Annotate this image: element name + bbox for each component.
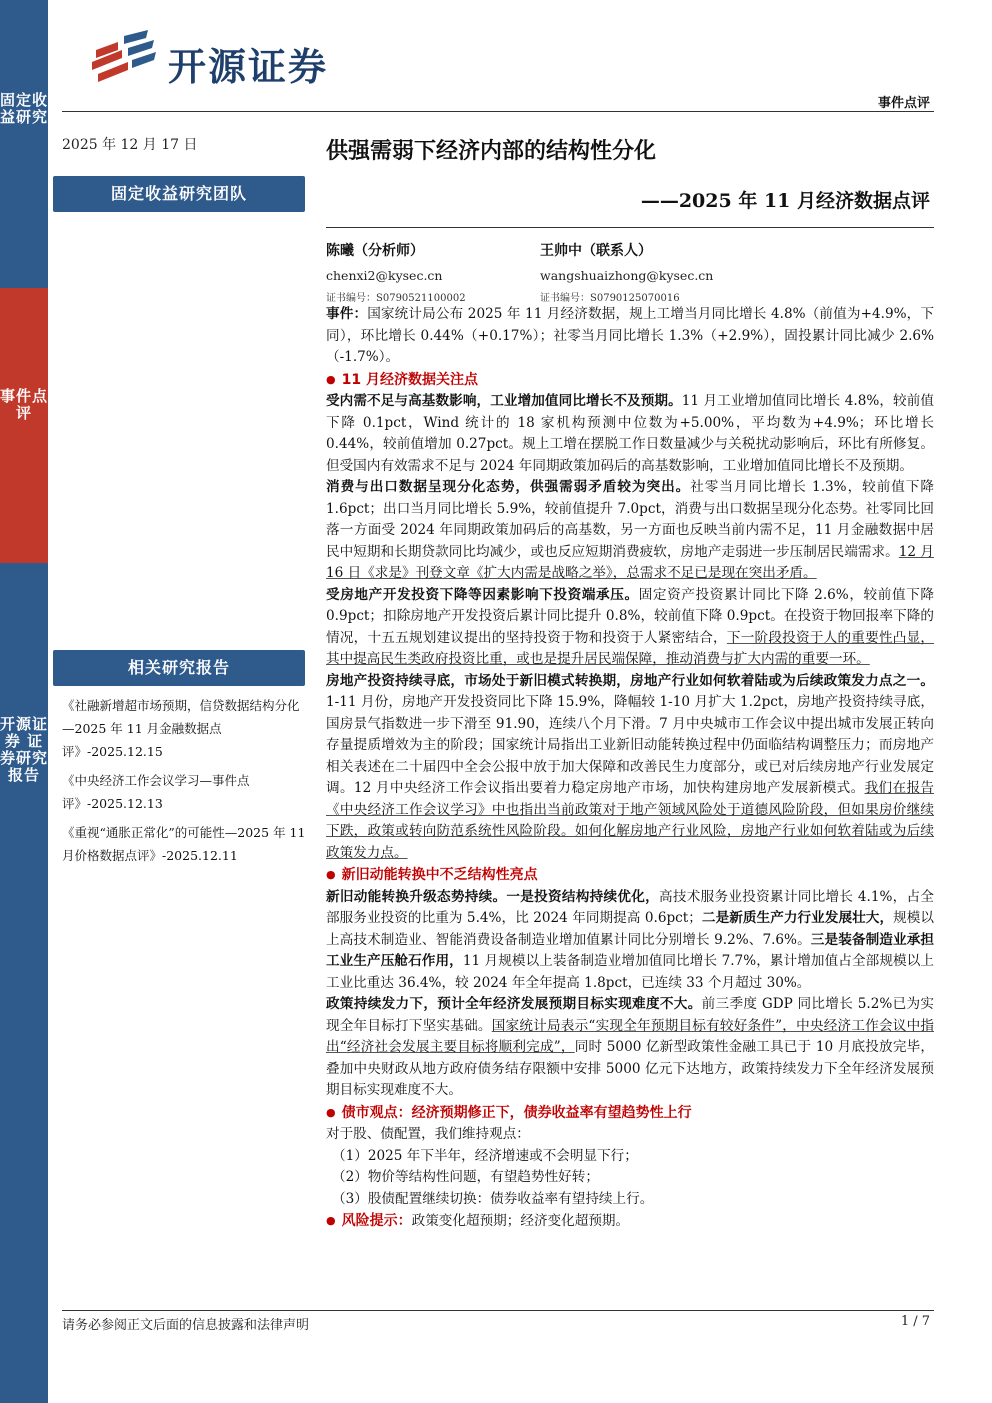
sec1-p2-underlined: 12 月 16 日《求是》刊登文章《扩大内需是战略之举》，总需求不足已是现在突出矛盾。 [326,543,935,581]
bullet-icon: ● [326,1214,336,1227]
author-2-email[interactable]: wangshuaizhong@kysec.cn [540,268,714,283]
footer-rule [62,1310,934,1311]
event-paragraph [326,304,934,369]
strip-mid-label: 事件点评 [0,387,49,422]
team-label: 固定收益研究团队 [53,176,305,212]
related-report-1[interactable]: 《社融新增超市场预期，信贷数据结构分化—2025 年 11 月金融数据点评》-2025.12.15 [62,698,300,759]
sec1-heading-text: 11 月经济数据关注点 [341,371,478,388]
sec2-p1-text2: 规模以上高技术制造业、智能消费设备制造业增加值累计同比分别增长 9.2%、7.6%。 [326,910,935,948]
brand-logo [88,30,158,90]
event-label: 事件： [326,306,368,322]
sec2-p1 [326,887,934,995]
sec2-p1-lead: 新旧动能转换升级态势持续。一是投资结构持续优化， [326,888,659,905]
author-1-cert: 证书编号：S0790521100002 [326,293,466,304]
doc-type: 事件点评 [877,96,930,111]
sec3-point-2: （2）物价等结构性问题，有望趋势性好转； [332,1169,599,1185]
page-number: 1 / 7 [900,1314,930,1329]
sec2-p2-lead: 政策持续发力下，预计全年经济发展预期目标实现难度不大。 [326,996,702,1012]
sec1-p4-lead: 房地产投资持续寻底，市场处于新旧模式转换期，房地产行业如何软着陆或为后续政策发力点之一。 [326,672,934,689]
strip-highlight [0,288,48,563]
sec2-p1-lead3: 三是装备制造业承担工业生产压舱石作用， [326,931,935,969]
sec1-p3 [326,585,934,671]
sec3-heading-text: 债市观点：经济预期修正下，债券收益率有望趋势性上行 [341,1104,692,1121]
brand-name: 开源证券 [168,45,329,89]
sec3-heading [326,1102,934,1125]
header-rule [62,111,934,112]
related-report-3[interactable]: 《重视“通胀正常化”的可能性—2025 年 11 月价格数据点评》-2025.12.11 [62,825,306,863]
sec1-p3-underlined: 下一阶段投资于人的重要性凸显，其中提高民生类政府投资比重，或也是提升居民端保障，推动消费与扩大内需的重要一环。 [326,629,935,667]
sec2-p1-text: 高技术服务业投资累计同比增长 4.1%，占全部服务业投资的比重为 5.4%，比 2024 年同期提高 0.6pct； [326,888,935,926]
sec2-p2 [326,994,934,1102]
report-subtitle: ——2025 年 11 月经济数据点评 [640,190,930,212]
sec2-heading [326,864,934,887]
main-body [326,304,934,1233]
related-list [62,694,308,867]
bullet-icon: ● [326,372,336,386]
risk-label: 风险提示： [341,1213,412,1229]
sec3-point-1: （1）2025 年下半年，经济增速或不会明显下行； [332,1147,638,1164]
sec1-p3-text: 固定资产投资累计同比下降 2.6%，较前值下降 0.9pct；扣除房地产开发投资后累计同比提升 0.8%，较前值下降 0.9pct。在投资于物回报率下降的情况，十五五规划建议提出的坚持投资于物和投资于人紧密结合， [326,586,934,646]
bullet-icon: ● [326,1105,336,1119]
risk-text: 政策变化超预期；经济变化超预期。 [411,1213,630,1229]
strip-bottom-label: 开源证券 证券研究报告 [0,715,49,784]
bullet-icon: ● [326,868,336,881]
sec2-p1-text3: 11 月规模以上装备制造业增加值同比增长 7.7%，累计增加值占全部规模以上工业比重达 36.4%，较 2024 年全年提高 1.8pct，已连续 33 个月超过 30%。 [326,953,934,991]
sec1-heading [326,369,934,392]
sec1-p1-lead: 受内需不足与高基数影响，工业增加值同比增长不及预期。 [326,393,682,409]
sec2-p2-underlined: 国家统计局表示“实现全年预期目标有较好条件”，中央经济工作会议中指出“经济社会发展主要目标将顺利完成”， [326,1017,934,1055]
author-2-cert: 证书编号：S0790125070016 [540,293,680,304]
author-1-name: 陈曦（分析师） [326,243,424,259]
report-date: 2025 年 12 月 17 日 [62,137,198,153]
sec2-p2-text: 前三季度 GDP 同比增长 5.2%已为实现全年目标打下坚实基础。 [326,996,935,1034]
event-text: 国家统计局公布 2025 年 11 月经济数据，规上工增当月同比增长 4.8%（前值为+4.9%，下同），环比增长 0.44%（+0.17%）；社零当月同比增长 1.3%（+2.9%），固投累计同比减少 2.6%（-1.7%）。 [326,306,934,365]
brand-logo-mark [88,30,158,86]
related-heading: 相关研究报告 [53,650,305,686]
author-2-name: 王帅中（联系人） [540,243,652,259]
sec1-p4-underlined: 我们在报告《中央经济工作会议学习》中也指出当前政策对于地产领域风险处于道德风险阶段，但如果房价继续下跌，政策或转向防范系统性风险阶段。如何化解房地产行业风险，房地产行业如何软着陆或为后续政策发力点。 [326,780,935,861]
sec1-p1 [326,391,934,477]
author-1-email[interactable]: chenxi2@kysec.cn [326,268,443,283]
related-report-2[interactable]: 《中央经济工作会议学习—事件点评》-2025.12.13 [62,773,250,811]
sec1-p4 [326,671,934,865]
sec1-p2 [326,477,934,585]
sec2-heading-text: 新旧动能转换中不乏结构性亮点 [341,867,538,883]
risk-paragraph [326,1210,934,1233]
report-title: 供强需弱下经济内部的结构性分化 [326,138,657,164]
sec1-p2-lead: 消费与出口数据呈现分化态势，供强需弱矛盾较为突出。 [326,479,691,495]
sec1-p4-text: 1-11 月份，房地产开发投资同比下降 15.9%，降幅较 1-10 月扩大 1.2pct，房地产投资持续寻底，国房景气指数进一步下滑至 91.90，连续八个月下滑。7 月中央城市工作会议中提出城市发展正转向存量提质增效为主的阶段；国家统计局指出工业新旧动能转换过程中仍面临结构调整压力；而房地产相关表述在二十届四中全会公报中放于加大保障和改善民生力度部分，或已对后续房地产行业发展定调。12 月中央经济工作会议指出要着力稳定房地产市场，加快构建房地产发展新模式。 [326,694,934,796]
sec1-p2-text: 社零当月同比增长 1.3%，较前值下降 1.6pct；出口当月同比增长 5.9%，较前值提升 7.0pct，消费与出口数据呈现分化态势。社零同比回落一方面受 2024 年同期政策加码后的高基数，另一方面也反映当前内需不足，11 月金融数据中居民中短期和长期贷款同比均减少，或也反应短期消费疲软，房地产走弱进一步压制居民端需求。 [326,479,935,560]
footer-disclaimer[interactable]: 请务必参阅正文后面的信息披露和法律声明 [62,1318,310,1333]
author-2 [540,240,840,304]
title-rule [326,227,934,228]
sec3-point-3: （3）股债配置继续切换：债券收益率有望持续上行。 [332,1190,654,1207]
left-strip [0,0,48,1403]
sec2-p2-text2: 同时 5000 亿新型政策性金融工具已于 10 月底投放完毕，叠加中央财政从地方政府债务结存限额中安排 5000 亿元下达地方，政策持续发力下全年经济发展预期目标实现难度不大。 [326,1039,934,1098]
strip-top-label: 固定收益研究 [0,91,49,126]
sec1-p1-text: 11 月工业增加值同比增长 4.8%，较前值下降 0.1pct，Wind 统计的 18 家机构预测中位数为+5.00%，平均数为+4.9%；环比增长 0.44%，较前值增加 0.27pct。规上工增在摆脱工作日数量减少与关税扰动影响后，环比有所修复。但受国内有效需求不足与 2024 年同期政策加码后的高基数影响，工业增加值同比增长不及预期。 [326,393,935,474]
sec2-p1-lead2: 二是新质生产力行业发展壮大， [701,910,894,926]
author-1 [326,240,526,304]
sec3-intro: 对于股、债配置，我们维持观点： [326,1126,530,1142]
sec1-p3-lead: 受房地产开发投资下降等因素影响下投资端承压。 [326,586,639,603]
